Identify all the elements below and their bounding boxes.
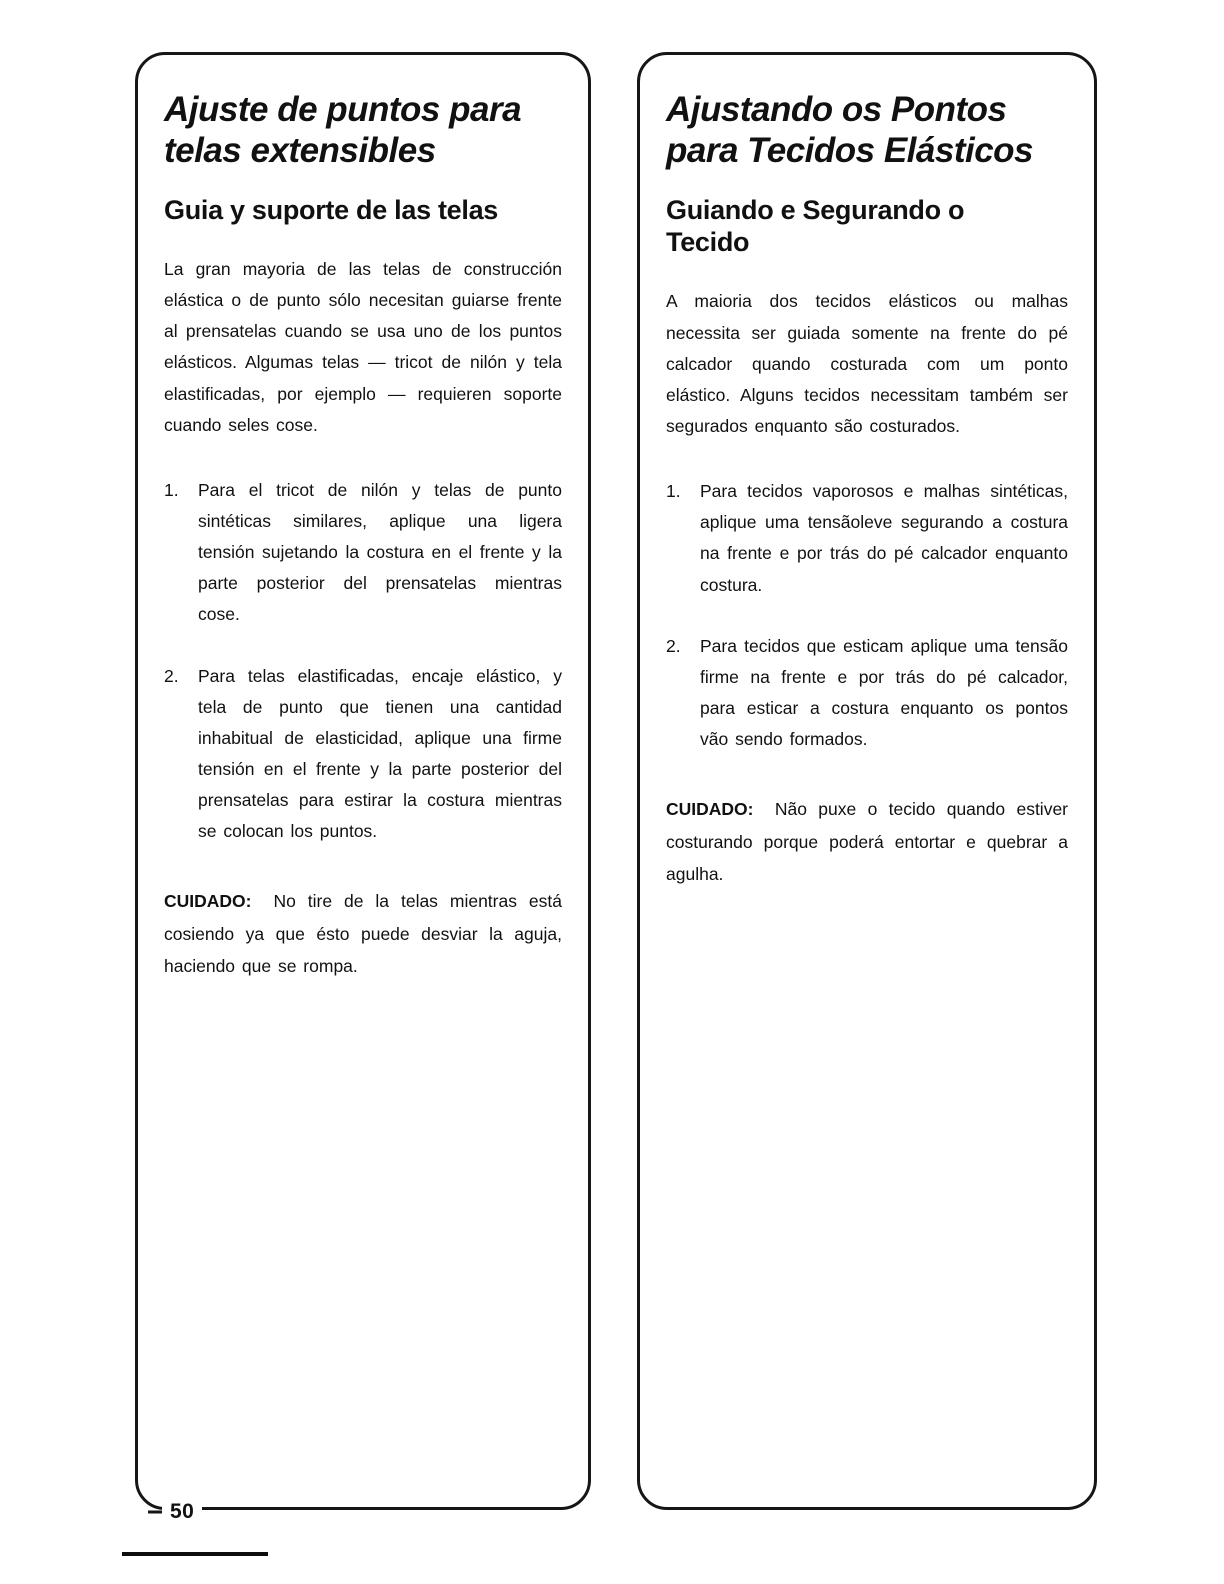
list-item-number: 2. bbox=[666, 635, 681, 656]
caution-text: Não puxe o tecido quando estiver costurando porque poderá entortar e quebrar a agulha. bbox=[666, 799, 1068, 884]
caution-label: CUIDADO: bbox=[164, 891, 252, 912]
right-caution-paragraph bbox=[666, 793, 1068, 890]
list-item-number: 2. bbox=[164, 665, 179, 686]
list-item-number: 1. bbox=[164, 479, 179, 500]
left-title: Ajuste de puntos para telas extensibles bbox=[164, 90, 522, 171]
caution-text: No tire de la telas mientras está cosiendo ya que ésto puede desviar la aguja, haciendo que se rompa. bbox=[164, 891, 562, 977]
left-instruction-list bbox=[164, 475, 562, 848]
list-item-number: 1. bbox=[666, 481, 681, 502]
left-column-spanish bbox=[135, 52, 591, 1523]
right-instruction-list bbox=[666, 476, 1068, 755]
list-item-text: Para tecidos vaporosos e malhas sintéticas, aplique uma tensãoleve segurando a costura na frente e por trás do pé calcador enquanto costura. bbox=[700, 481, 1068, 595]
list-item bbox=[164, 475, 562, 631]
caution-label: CUIDADO: bbox=[666, 799, 754, 820]
list-item-text: Para telas elastificadas, encaje elástico, y tela de punto que tienen una cantidad inhabitual de elasticidad, aplique una firme tensión en el frente y la parte posterior del prensatelas para estirar la costura mientras se colocan los puntos. bbox=[198, 665, 562, 842]
right-column-portuguese bbox=[637, 52, 1097, 1510]
right-title: Ajustando os Pontos para Tecidos Elásticos bbox=[666, 90, 1034, 171]
right-section-heading: Guiando e Segurando o Tecido bbox=[666, 194, 965, 257]
page-number-value: 50 bbox=[170, 1500, 195, 1523]
left-section-heading: Guia y suporte de las telas bbox=[164, 194, 499, 225]
list-item bbox=[666, 631, 1068, 756]
page-number bbox=[162, 1500, 202, 1524]
list-item bbox=[164, 661, 562, 848]
list-item-text: Para el tricot de nilón y telas de punto sintéticas similares, aplique una ligera tensión sujetando la costura en el frente y la parte posterior del prensatelas mientras cose. bbox=[198, 479, 562, 625]
list-item bbox=[666, 476, 1068, 601]
left-caution-paragraph bbox=[164, 885, 562, 982]
list-item-text: Para tecidos que esticam aplique uma tensão firme na frente e por trás do pé calcador, para esticar a costura enquanto os pontos vão sendo formados. bbox=[700, 635, 1068, 750]
right-intro-paragraph: A maioria dos tecidos elásticos ou malhas necessita ser guiada somente na frente do pé calcador quando costurada com um ponto elástico. Alguns tecidos necessitam também ser segurados enquanto são costurados. bbox=[666, 291, 1068, 436]
left-intro-paragraph: La gran mayoria de las telas de construcción elástica o de punto sólo necesitan guiarse frente al prensatelas cuando se usa uno de los puntos elásticos. Algumas telas — tricot de nilón y tela elastificadas, por ejemplo — requieren soporte cuando seles cose. bbox=[164, 258, 562, 435]
bottom-rule bbox=[122, 1552, 268, 1556]
